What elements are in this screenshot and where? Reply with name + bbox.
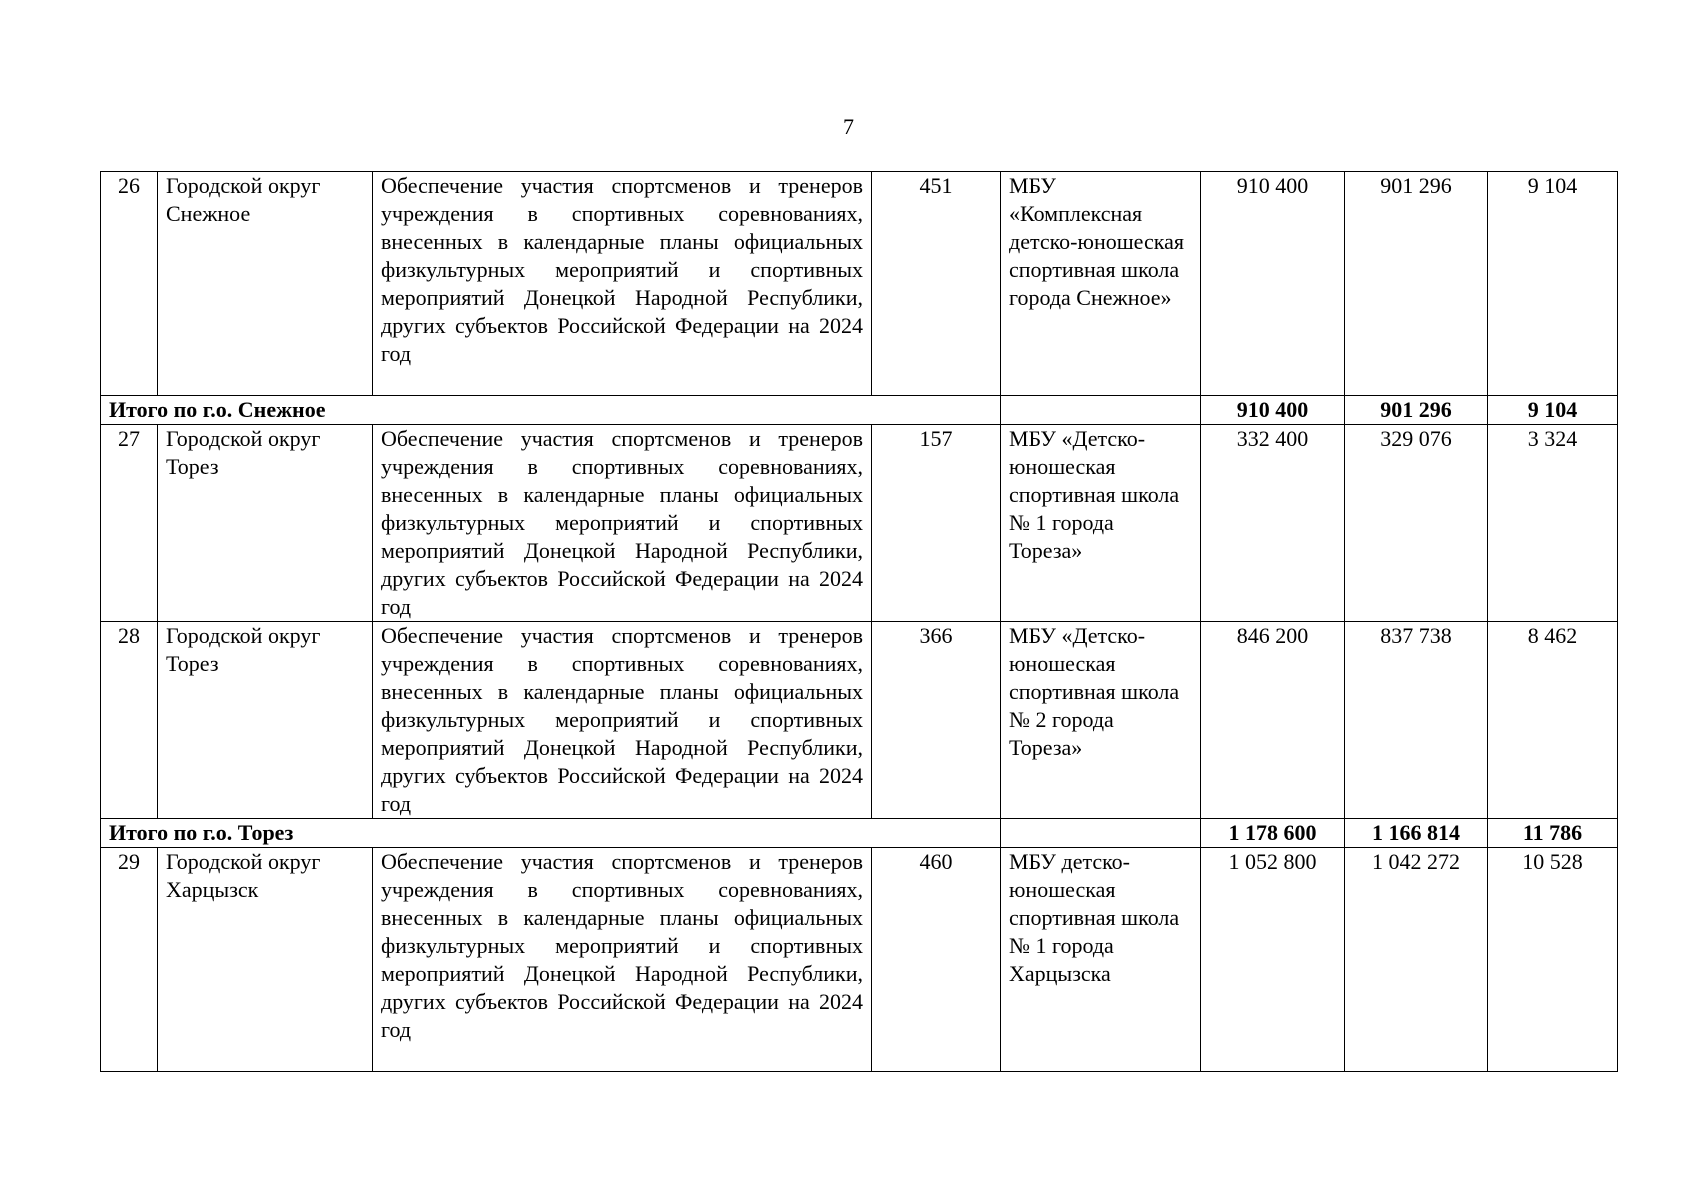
value-1-cell: 910 400 [1201, 172, 1345, 396]
value-3-cell: 9 104 [1488, 172, 1618, 396]
value-2-cell: 901 296 [1345, 172, 1488, 396]
region-cell: Городской округ Харцызск [158, 848, 373, 1072]
total-label: Итого по г.о. Торез [101, 819, 1001, 848]
region-cell: Городской округ Торез [158, 622, 373, 819]
value-1-cell: 1 052 800 [1201, 848, 1345, 1072]
code-cell: 460 [872, 848, 1001, 1072]
region-cell: Городской округ Снежное [158, 172, 373, 396]
organization-cell: МБУ «Комплексная детско-юношеская спортивная школа города Снежное» [1001, 172, 1201, 396]
table-row [101, 848, 1618, 1072]
total-empty-cell [1001, 396, 1201, 425]
row-number: 28 [101, 622, 158, 819]
description-text: Обеспечение участия спортсменов и тренеров учреждения в спортивных соревнованиях, внесенных в календарные планы официальных физкультурных мероприятий и спортивных мероприятий Донецкой Народной Республики, других субъектов Российской Федерации на 2024 год [381, 173, 863, 366]
value-1-cell: 846 200 [1201, 622, 1345, 819]
description-text: Обеспечение участия спортсменов и тренеров учреждения в спортивных соревнованиях, внесенных в календарные планы официальных физкультурных мероприятий и спортивных мероприятий Донецкой Народной Республики, других субъектов Российской Федерации на 2024 год [381, 426, 863, 619]
budget-table [100, 171, 1618, 1072]
total-value-2: 1 166 814 [1345, 819, 1488, 848]
code-cell: 157 [872, 425, 1001, 622]
total-value-3: 9 104 [1488, 396, 1618, 425]
organization-cell: МБУ «Детско-юношеская спортивная школа № 1 города Тореза» [1001, 425, 1201, 622]
row-number: 29 [101, 848, 158, 1072]
total-label: Итого по г.о. Снежное [101, 396, 1001, 425]
organization-cell: МБУ «Детско-юношеская спортивная школа № 2 города Тореза» [1001, 622, 1201, 819]
description-cell [373, 622, 872, 819]
total-value-1: 910 400 [1201, 396, 1345, 425]
description-cell [373, 425, 872, 622]
total-empty-cell [1001, 819, 1201, 848]
region-cell: Городской округ Торез [158, 425, 373, 622]
total-value-2: 901 296 [1345, 396, 1488, 425]
total-row [101, 819, 1618, 848]
value-1-cell: 332 400 [1201, 425, 1345, 622]
total-value-3: 11 786 [1488, 819, 1618, 848]
description-cell [373, 172, 872, 396]
description-cell [373, 848, 872, 1072]
code-cell: 451 [872, 172, 1001, 396]
table-row [101, 172, 1618, 396]
table-row [101, 622, 1618, 819]
description-text: Обеспечение участия спортсменов и тренеров учреждения в спортивных соревнованиях, внесенных в календарные планы официальных физкультурных мероприятий и спортивных мероприятий Донецкой Народной Республики, других субъектов Российской Федерации на 2024 год [381, 623, 863, 816]
value-3-cell: 3 324 [1488, 425, 1618, 622]
value-3-cell: 10 528 [1488, 848, 1618, 1072]
row-number: 27 [101, 425, 158, 622]
value-2-cell: 1 042 272 [1345, 848, 1488, 1072]
code-cell: 366 [872, 622, 1001, 819]
description-text: Обеспечение участия спортсменов и тренеров учреждения в спортивных соревнованиях, внесенных в календарные планы официальных физкультурных мероприятий и спортивных мероприятий Донецкой Народной Республики, других субъектов Российской Федерации на 2024 год [381, 849, 863, 1042]
total-row [101, 396, 1618, 425]
table-row [101, 425, 1618, 622]
value-2-cell: 329 076 [1345, 425, 1488, 622]
row-number: 26 [101, 172, 158, 396]
organization-cell: МБУ детско-юношеская спортивная школа № 1 города Харцызска [1001, 848, 1201, 1072]
total-value-1: 1 178 600 [1201, 819, 1345, 848]
value-3-cell: 8 462 [1488, 622, 1618, 819]
value-2-cell: 837 738 [1345, 622, 1488, 819]
page-number: 7 [843, 114, 854, 139]
